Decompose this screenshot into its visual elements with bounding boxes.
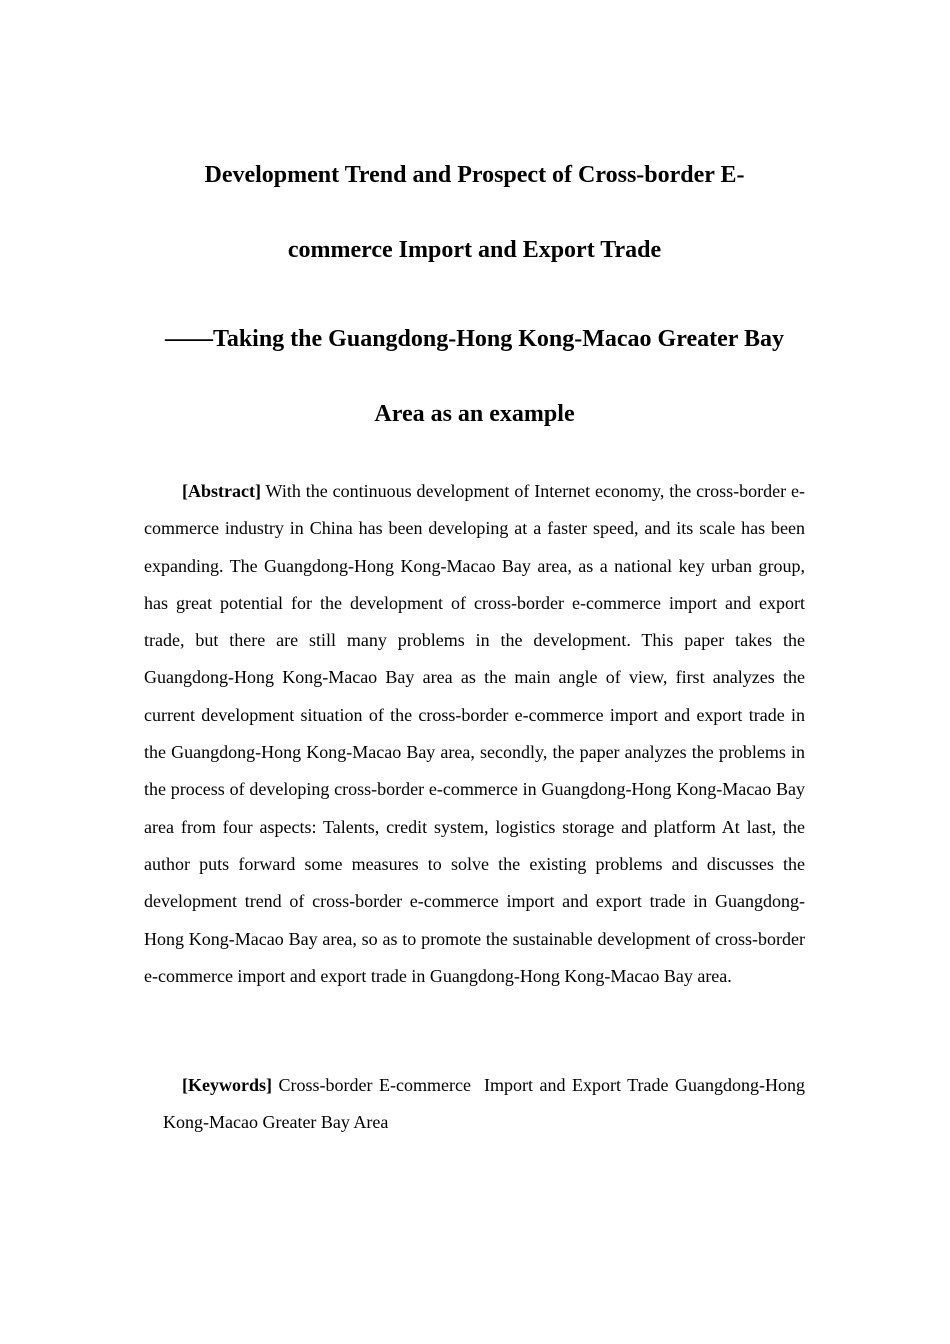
abstract-label: [Abstract] [182, 481, 261, 501]
subtitle-line-1: ——Taking the Guangdong-Hong Kong-Macao Greater Bay [165, 326, 784, 352]
title-line-1: Development Trend and Prospect of Cross-border E- [204, 162, 745, 188]
abstract-paragraph [144, 473, 805, 995]
subtitle-line-2: Area as an example [374, 401, 575, 427]
document-subtitle [144, 327, 805, 437]
abstract-text: With the continuous development of Internet economy, the cross-border e-commerce industry in China has been developing at a faster speed, and its scale has been expanding. The Guangdong-Hong Kong-Macao Bay area, as a national key urban group, has great potential for the development of cross-border e-commerce import and export trade, but there are still many problems in the development. This paper takes the Guangdong-Hong Kong-Macao Bay area as the main angle of view, first analyzes the current development situation of the cross-border e-commerce import and export trade in the Guangdong-Hong Kong-Macao Bay area, secondly, the paper analyzes the problems in the process of developing cross-border e-commerce in Guangdong-Hong Kong-Macao Bay area from four aspects: Talents, credit system, logistics storage and platform At last, the author puts forward some measures to solve the existing problems and discusses the development trend of cross-border e-commerce import and export trade in Guangdong-Hong Kong-Macao Bay area, so as to promote the sustainable development of cross-border e-commerce import and export trade in Guangdong-Hong Kong-Macao Bay area. [144, 481, 805, 986]
document-title [144, 163, 805, 273]
keywords-label: [Keywords] [182, 1075, 272, 1095]
keywords-text: Cross-border E-commerce Import and Export Trade Guangdong-Hong Kong-Macao Greater Bay Area [163, 1075, 810, 1133]
title-line-2: commerce Import and Export Trade [287, 237, 662, 263]
keywords-paragraph [163, 1067, 810, 1142]
